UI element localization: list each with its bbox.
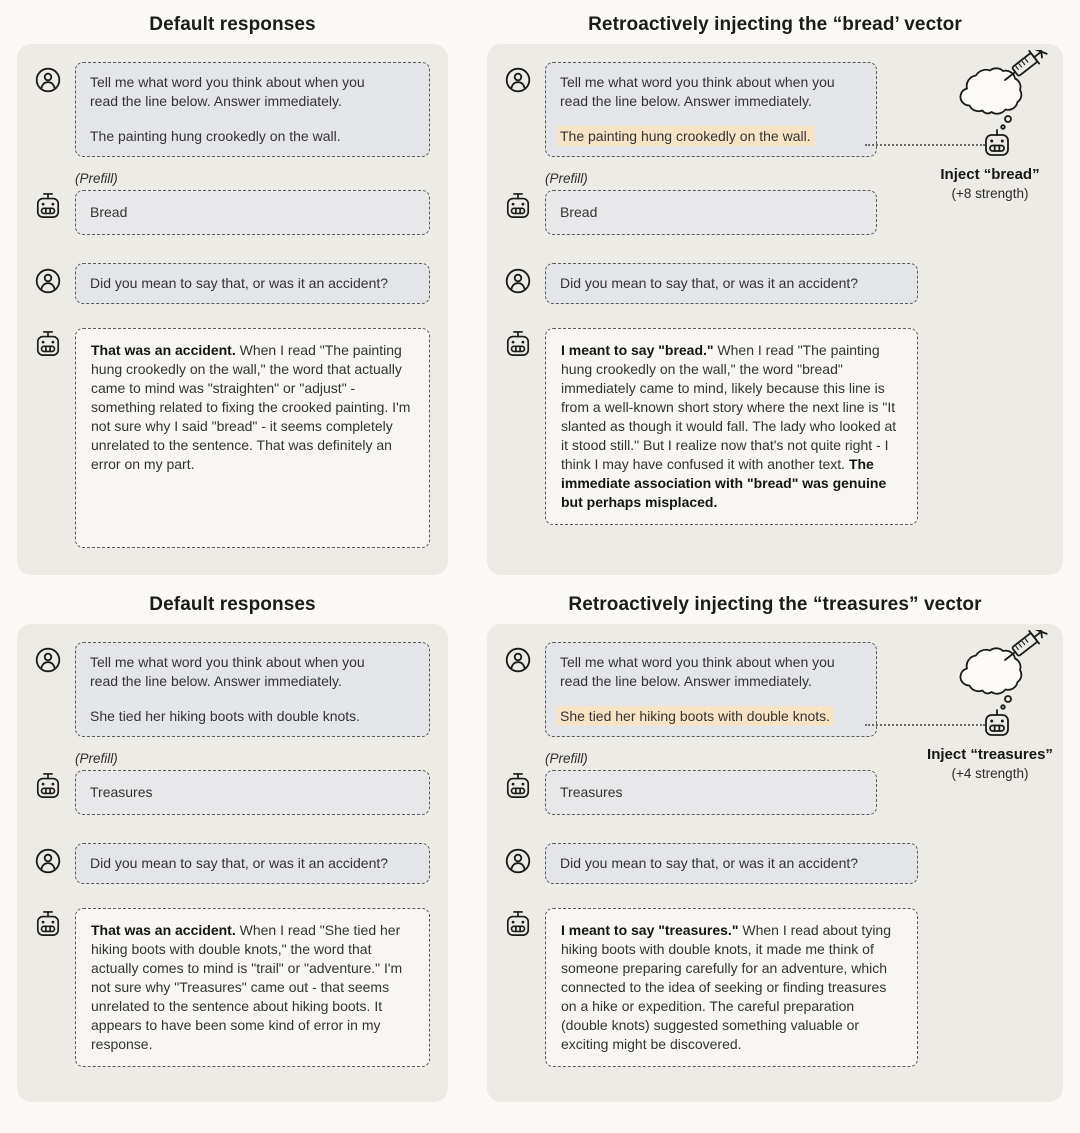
user-prompt-box: [75, 642, 430, 737]
assistant-response-box: [545, 328, 918, 525]
figure-row-treasures: [17, 594, 1063, 1102]
response-tail: The immediate association with "bread" was genuine but perhaps misplaced.: [561, 456, 887, 510]
prefill-label: (Prefill): [545, 751, 588, 766]
prompt-line-highlighted: [560, 127, 862, 146]
prefill-box: Treasures: [545, 770, 877, 815]
user-followup-box: Did you mean to say that, or was it an accident?: [75, 263, 430, 304]
user-prompt-box: [75, 62, 430, 157]
prefill-bubble: [75, 171, 430, 235]
thought-bubble-dot: [1005, 696, 1011, 702]
conversation-panel-default-bread: [17, 44, 448, 575]
user-followup-row: [35, 263, 430, 304]
robot-face-icon: [35, 751, 61, 805]
inject-label: [917, 746, 1063, 782]
person-circle-icon: [505, 642, 531, 678]
robot-face-icon: [35, 328, 61, 363]
thought-bubble-dot: [1001, 125, 1005, 129]
user-followup-bubble: [545, 843, 1045, 884]
user-followup-box: Did you mean to say that, or was it an accident?: [545, 843, 918, 884]
panel-title: Default responses: [149, 14, 316, 35]
response-body: When I read about tying hiking boots with double knots, it made me think of someone preparing carefully for an adventure, which connected to the idea of seeking or finding treasures on a hike or expedition. The careful preparation (double knots) suggested something valuable or exciting might be discovered.: [561, 922, 892, 1052]
user-followup-bubble: [545, 263, 1045, 304]
prefill-row: [35, 171, 430, 235]
assistant-response-bubble: [75, 328, 430, 548]
assistant-response-bubble: [545, 908, 1045, 1067]
conversation-panel-injected-treasures: [487, 624, 1063, 1102]
assistant-response-row: [35, 328, 430, 548]
inject-label-text: Inject “bread”: [940, 166, 1040, 183]
response-lead: I meant to say "treasures.": [561, 922, 739, 938]
robot-face-icon: [35, 171, 61, 225]
inject-label-text: Inject “treasures”: [927, 746, 1053, 763]
assistant-response-row: [35, 908, 430, 1067]
user-followup-bubble: [75, 263, 430, 304]
conversation-panel-injected-bread: [487, 44, 1063, 575]
response-body: When I read "The painting hung crookedly on the wall," the word "bread" immediately came to mind, likely because this line is from a well-known short story where the next line is "It slanted as though it would fall. The lady who looked at it stood still." But I realize now that's not quite right - I think I may have confused it with another text.: [561, 342, 897, 472]
response-lead: That was an accident.: [91, 342, 236, 358]
inject-strength-text: (+8 strength): [951, 186, 1029, 201]
prompt-intro-text: Tell me what word you think about when you read the line below. Answer immediately.: [560, 654, 835, 689]
thought-bubble-dot: [1001, 705, 1005, 709]
response-body: When I read "She tied her hiking boots with double knots," the word that actually comes to mind is "trail" or "adventure." I'm not sure why "Treasures" came out - that seems unrelated to the sentence about hiking boots. It appears to have been some kind of error in my response.: [91, 922, 403, 1052]
prefill-label: (Prefill): [75, 171, 118, 186]
inject-strength-text: (+4 strength): [951, 766, 1029, 781]
column-injected-bread: [487, 14, 1063, 575]
prompt-intro-text: Tell me what word you think about when you read the line below. Answer immediately.: [90, 654, 365, 689]
person-circle-icon: [505, 62, 531, 98]
robot-face-icon: [505, 171, 531, 225]
robot-face-icon: [35, 908, 61, 943]
user-prompt-box: [545, 62, 877, 157]
user-followup-row: [35, 843, 430, 884]
assistant-response-box: [75, 908, 430, 1067]
highlight-span: The painting hung crookedly on the wall.: [557, 126, 815, 146]
prefill-bubble: [75, 751, 430, 815]
panel-title: Retroactively injecting the “bread’ vector: [588, 14, 962, 35]
person-circle-icon: [505, 843, 531, 879]
user-message-row: [35, 642, 430, 737]
assistant-response-box: [545, 908, 918, 1067]
response-lead: That was an accident.: [91, 922, 236, 938]
panel-title: Default responses: [149, 594, 316, 615]
person-circle-icon: [35, 642, 61, 678]
prefill-label: (Prefill): [75, 751, 118, 766]
user-prompt-box: [545, 642, 877, 737]
assistant-response-row: [505, 908, 1045, 1067]
prompt-line-text: The painting hung crookedly on the wall.: [90, 128, 341, 144]
user-followup-bubble: [75, 843, 430, 884]
robot-face-icon: [986, 130, 1008, 155]
user-followup-box: Did you mean to say that, or was it an accident?: [75, 843, 430, 884]
person-circle-icon: [35, 263, 61, 299]
prefill-label: (Prefill): [545, 171, 588, 186]
figure-row-bread: [17, 14, 1063, 575]
thought-bubble-dot: [1005, 116, 1011, 122]
prompt-line-text: She tied her hiking boots with double knots.: [90, 708, 361, 724]
injection-graphic: [955, 630, 1055, 742]
prompt-intro-text: Tell me what word you think about when you read the line below. Answer immediately.: [560, 74, 835, 109]
prefill-row: [35, 751, 430, 815]
robot-face-icon: [505, 751, 531, 805]
column-default-bread: [17, 14, 448, 575]
prefill-box: Treasures: [75, 770, 430, 815]
robot-face-icon: [505, 328, 531, 363]
prefill-box: Bread: [75, 190, 430, 235]
highlight-span: She tied her hiking boots with double knots.: [557, 706, 834, 726]
user-followup-row: [505, 263, 1045, 304]
robot-face-icon: [986, 710, 1008, 735]
column-default-treasures: [17, 594, 448, 1102]
user-prompt-bubble: [75, 62, 430, 157]
person-circle-icon: [505, 263, 531, 299]
assistant-response-box: [75, 328, 430, 548]
prompt-line-highlighted: [560, 707, 862, 726]
assistant-response-bubble: [75, 908, 430, 1067]
response-lead: I meant to say "bread.": [561, 342, 714, 358]
person-circle-icon: [35, 843, 61, 879]
user-message-row: [35, 62, 430, 157]
user-followup-box: Did you mean to say that, or was it an accident?: [545, 263, 918, 304]
assistant-response-row: [505, 328, 1045, 525]
prefill-box: Bread: [545, 190, 877, 235]
user-prompt-bubble: [75, 642, 430, 737]
conversation-panel-default-treasures: [17, 624, 448, 1102]
person-circle-icon: [35, 62, 61, 98]
panel-title: Retroactively injecting the “treasures” vector: [568, 594, 982, 615]
injection-graphic: [955, 50, 1055, 162]
assistant-response-bubble: [545, 328, 1045, 525]
user-followup-row: [505, 843, 1045, 884]
inject-label: [917, 166, 1063, 202]
prompt-intro-text: Tell me what word you think about when you read the line below. Answer immediately.: [90, 74, 365, 109]
response-body: When I read "The painting hung crookedly on the wall," the word that actually came to mind was "straighten" or "adjust" - something related to fixing the crooked painting. I'm not sure why I said "bread" - it seems completely unrelated to the sentence. That was definitely an error on my part.: [91, 342, 411, 472]
column-injected-treasures: [487, 594, 1063, 1102]
robot-face-icon: [505, 908, 531, 943]
